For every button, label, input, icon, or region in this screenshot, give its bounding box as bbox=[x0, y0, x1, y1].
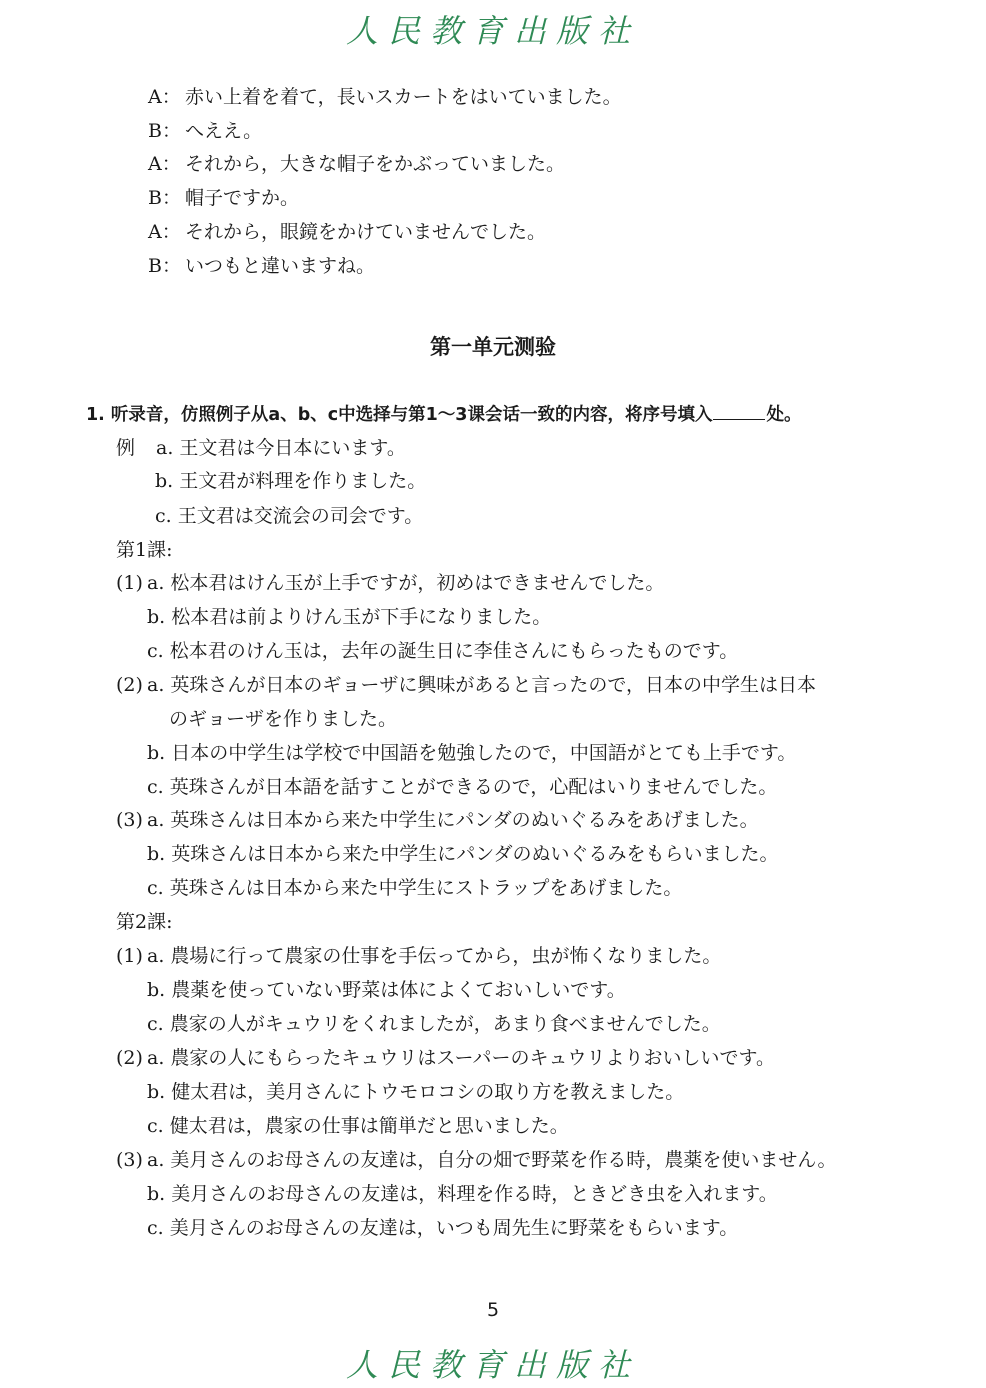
speaker-label: A： bbox=[148, 221, 181, 243]
question-number: (3) bbox=[116, 1149, 143, 1171]
dialogue-line bbox=[148, 152, 565, 176]
dialogue-line bbox=[148, 254, 375, 278]
option-text: c. 松本君のけん玉は，去年の誕生日に李佳さんにもらったものです。 bbox=[147, 640, 739, 662]
example-label: 例 bbox=[116, 437, 136, 459]
instruction-number: 1. bbox=[86, 405, 105, 425]
speaker-label: B： bbox=[148, 255, 181, 277]
dialogue-line bbox=[148, 220, 546, 244]
option-text: c. 美月さんのお母さんの友達は，いつも周先生に野菜をもらいます。 bbox=[147, 1217, 739, 1239]
option-text: a. 英珠さんが日本のギョーザに興味があると言ったので，日本の中学生は日本 bbox=[147, 674, 817, 696]
option-text: a. 美月さんのお母さんの友達は，自分の畑で野菜を作る時，農薬を使いません。 bbox=[147, 1149, 837, 1171]
section-title: 第一单元测验 bbox=[430, 335, 556, 359]
dialogue-text: いつもと違いますね。 bbox=[185, 255, 376, 277]
instruction-suffix: 处。 bbox=[766, 405, 802, 425]
speaker-label: B： bbox=[148, 120, 181, 142]
question-number: (2) bbox=[116, 1047, 143, 1069]
page-number: 5 bbox=[486, 1299, 500, 1321]
option-text: b. 松本君は前よりけん玉が下手になりました。 bbox=[147, 606, 552, 628]
instruction-text: 听录音，仿照例子从a、b、c中选择与第1～3课会话一致的内容，将序号填入 bbox=[110, 405, 713, 425]
option-text: a. 農家の人にもらったキュウリはスーパーのキュウリよりおいしいです。 bbox=[147, 1047, 775, 1069]
option-text: c. 英珠さんが日本語を話すことができるので，心配はいりませんでした。 bbox=[147, 776, 778, 798]
lesson-heading: 第2課: bbox=[116, 911, 173, 933]
option-text: a. 農場に行って農家の仕事を手伝ってから，虫が怖くなりました。 bbox=[147, 945, 722, 967]
dialogue-line bbox=[148, 85, 622, 109]
dialogue-text: それから，大きな帽子をかぶっていました。 bbox=[185, 153, 566, 175]
publisher-logo-bottom: 人民教育出版社 bbox=[345, 1346, 640, 1384]
speaker-label: A： bbox=[148, 86, 181, 108]
example-option: a. 王文君は今日本にいます。 bbox=[156, 437, 406, 459]
publisher-logo-top: 人民教育出版社 bbox=[345, 12, 640, 50]
lesson-heading: 第1課: bbox=[116, 539, 173, 561]
answer-blank bbox=[713, 403, 765, 420]
option-text: b. 英珠さんは日本から来た中学生にパンダのぬいぐるみをもらいました。 bbox=[147, 843, 779, 865]
option-text: b. 健太君は，美月さんにトウモロコシの取り方を教えました。 bbox=[147, 1081, 685, 1103]
dialogue-line bbox=[148, 119, 262, 143]
question-number: (1) bbox=[116, 572, 143, 594]
option-text: b. 日本の中学生は学校で中国語を勉強したので，中国語がとても上手です。 bbox=[147, 742, 797, 764]
dialogue-text: それから，眼鏡をかけていませんでした。 bbox=[185, 221, 547, 243]
option-text-continued: のギョーザを作りました。 bbox=[169, 708, 398, 730]
question-number: (3) bbox=[116, 809, 143, 831]
example-option: b. 王文君が料理を作りました。 bbox=[155, 470, 427, 492]
example-option: c. 王文君は交流会の司会です。 bbox=[155, 505, 424, 527]
instruction bbox=[86, 401, 801, 426]
option-text: b. 農薬を使っていない野菜は体によくておいしいです。 bbox=[147, 979, 626, 1001]
question-number: (2) bbox=[116, 674, 143, 696]
dialogue-text: 赤い上着を着て，長いスカートをはいていました。 bbox=[185, 86, 622, 108]
question-number: (1) bbox=[116, 945, 143, 967]
option-text: c. 英珠さんは日本から来た中学生にストラップをあげました。 bbox=[147, 877, 683, 899]
option-text: b. 美月さんのお母さんの友達は，料理を作る時，ときどき虫を入れます。 bbox=[147, 1183, 778, 1205]
option-text: c. 農家の人がキュウリをくれましたが，あまり食べませんでした。 bbox=[147, 1013, 721, 1035]
dialogue-line bbox=[148, 186, 299, 210]
option-text: a. 英珠さんは日本から来た中学生にパンダのぬいぐるみをあげました。 bbox=[147, 809, 759, 831]
speaker-label: A： bbox=[148, 153, 181, 175]
dialogue-text: へええ。 bbox=[185, 120, 263, 142]
speaker-label: B： bbox=[148, 187, 181, 209]
option-text: c. 健太君は，農家の仕事は簡単だと思いました。 bbox=[147, 1115, 569, 1137]
option-text: a. 松本君はけん玉が上手ですが，初めはできませんでした。 bbox=[147, 572, 665, 594]
dialogue-text: 帽子ですか。 bbox=[185, 187, 300, 209]
